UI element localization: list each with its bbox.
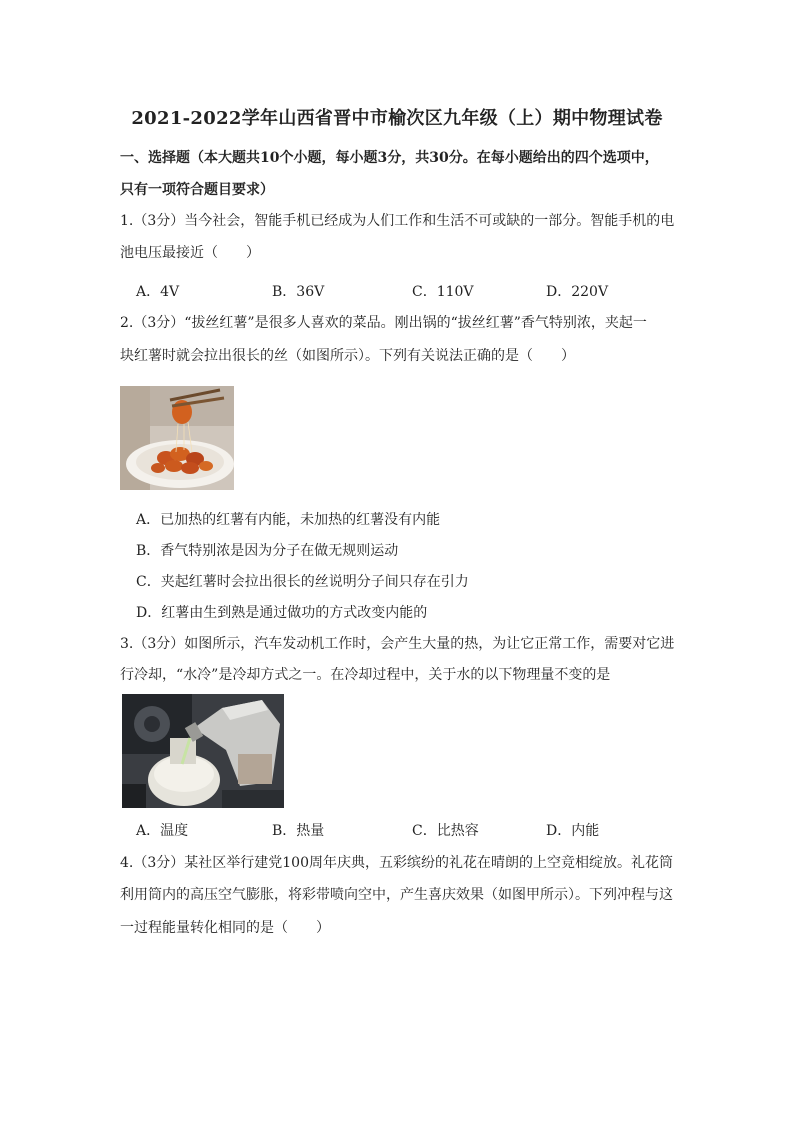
question-1-line1: 1.（3分）当今社会，智能手机已经成为人们工作和生活不可或缺的一部分。智能手机的电 xyxy=(120,213,675,229)
question-3-option-b: B．热量 xyxy=(272,823,325,839)
question-1-line2: 池电压最接近（ ） xyxy=(120,245,260,261)
question-2-option-a: A．已加热的红薯有内能，未加热的红薯没有内能 xyxy=(136,512,441,528)
engine-coolant-photo xyxy=(122,694,284,808)
question-4-line3: 一过程能量转化相同的是（ ） xyxy=(120,920,330,936)
question-2-line1: 2.（3分）“拔丝红薯”是很多人喜欢的菜品。刚出锅的“拔丝红薯”香气特别浓，夹起一 xyxy=(120,315,647,331)
question-4-line2: 利用筒内的高压空气膨胀，将彩带喷向空中，产生喜庆效果（如图甲所示）。下列冲程与这 xyxy=(120,887,673,903)
question-3-line2: 行冷却，“水冷”是冷却方式之一。在冷却过程中，关于水的以下物理量不变的是 xyxy=(120,667,611,683)
sweet-potato-photo xyxy=(120,386,234,490)
question-3-option-d: D．内能 xyxy=(546,823,600,839)
question-2-line2: 块红薯时就会拉出很长的丝（如图所示）。下列有关说法正确的是（ ） xyxy=(120,348,575,364)
question-2-option-c: C．夹起红薯时会拉出很长的丝说明分子间只存在引力 xyxy=(136,574,469,590)
question-3-option-a: A．温度 xyxy=(136,823,189,839)
question-1-option-c: C．110V xyxy=(412,284,474,300)
exam-title: 2021-2022学年山西省晋中市榆次区九年级（上）期中物理试卷 xyxy=(131,108,663,129)
question-2-option-b: B．香气特别浓是因为分子在做无规则运动 xyxy=(136,543,399,559)
question-1-option-d: D．220V xyxy=(546,284,609,300)
question-1-option-a: A．4V xyxy=(136,284,180,300)
question-1-option-b: B．36V xyxy=(272,284,325,300)
section-heading-line2: 只有一项符合题目要求） xyxy=(120,182,274,198)
question-4-line1: 4.（3分）某社区举行建党100周年庆典，五彩缤纷的礼花在晴朗的上空竞相绽放。礼花筒 xyxy=(120,855,673,871)
question-3-line1: 3.（3分）如图所示，汽车发动机工作时，会产生大量的热，为让它正常工作，需要对它进 xyxy=(120,636,675,652)
question-3-option-c: C．比热容 xyxy=(412,823,479,839)
question-2-option-d: D．红薯由生到熟是通过做功的方式改变内能的 xyxy=(136,605,428,621)
section-heading-line1: 一、选择题（本大题共10个小题，每小题3分，共30分。在每小题给出的四个选项中， xyxy=(120,150,659,166)
